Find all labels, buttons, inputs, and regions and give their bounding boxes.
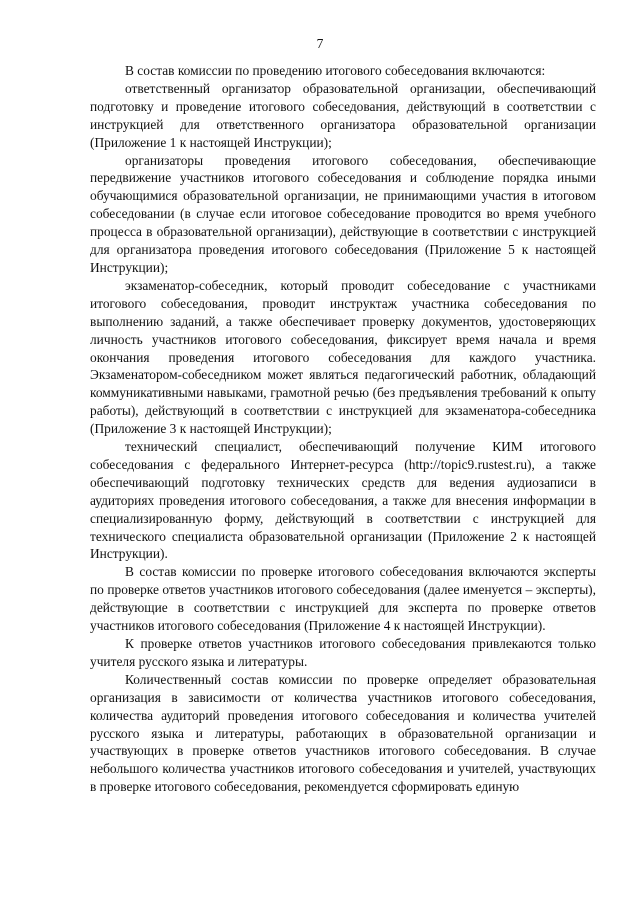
paragraph-quantitative-composition: Количественный состав комиссии по проверке определяет образовательная организация в зависимости от количества участников итогового собеседования, количества аудиторий проведения итогового собеседования и количества учителей русского языка и литературы, работающих в образовательной организации и участвующих в проверке ответов участников итогового собеседования. В случае небольшого количества участников итогового собеседования и учителей, участвующих в проверке итогового собеседования, рекомендуется сформировать единую (90, 671, 596, 795)
paragraph-responsible-organizer: ответственный организатор образовательной организации, обеспечивающий подготовку и проведение итогового собеседования, действующий в соответствии с инструкцией для ответственного организатора образовательной организации (Приложение 1 к настоящей Инструкции); (90, 80, 596, 150)
paragraph-technical-specialist: технический специалист, обеспечивающий получение КИМ итогового собеседования с федерального Интернет-ресурса (http://topic9.rustest.ru), а также обеспечивающий подготовку технических средств для ведения аудиозаписи в аудиториях проведения итогового собеседования, а также для внесения информации в специализированную форму, действующий в соответствии с инструкцией для технического специалиста образовательной организации (Приложение 2 к настоящей Инструкции). (90, 439, 596, 562)
paragraph-organizers: организаторы проведения итогового собеседования, обеспечивающие передвижение участников итогового собеседования и соблюдение порядка иными обучающимися образовательной организации, не принимающими участия в итоговом собеседовании (в случае если итоговое собеседование проводится во время учебного процесса в образовательной организации), действующие в соответствии с инструкцией для организатора проведения итогового собеседования (Приложение 5 к настоящей Инструкции); (90, 152, 596, 275)
paragraph-examiner-interlocutor: экзаменатор-собеседник, который проводит собеседование с участниками итогового собеседования, проводит инструктаж участника собеседования по выполнению заданий, а также обеспечивает проверку документов, удостоверяющих личность участников итогового собеседования, фиксирует время начала и время окончания проведения итогового собеседования для каждого участника. Экзаменатором-собеседником может являться педагогический работник, обладающий коммуникативными навыками, грамотной речью (без предъявления требований к опыту работы), действующий в соответствии с инструкцией для экзаменатора-собеседника (Приложение 3 к настоящей Инструкции); (90, 277, 596, 437)
paragraph-commission-composition: В состав комиссии по проведению итогового собеседования включаются: (125, 63, 546, 78)
page-number: 7 (316, 36, 324, 51)
body-text (90, 62, 596, 796)
paragraph-checking-commission: В состав комиссии по проверке итогового собеседования включаются эксперты по проверке ответов участников итогового собеседования (далее именуется – эксперты), действующие в соответствии с инструкцией для эксперта по проверке ответов участников итогового собеседования (Приложение 4 к настоящей Инструкции). (90, 564, 596, 634)
paragraph-teachers-involved: К проверке ответов участников итогового собеседования привлекаются только учителя русского языка и литературы. (90, 636, 596, 669)
